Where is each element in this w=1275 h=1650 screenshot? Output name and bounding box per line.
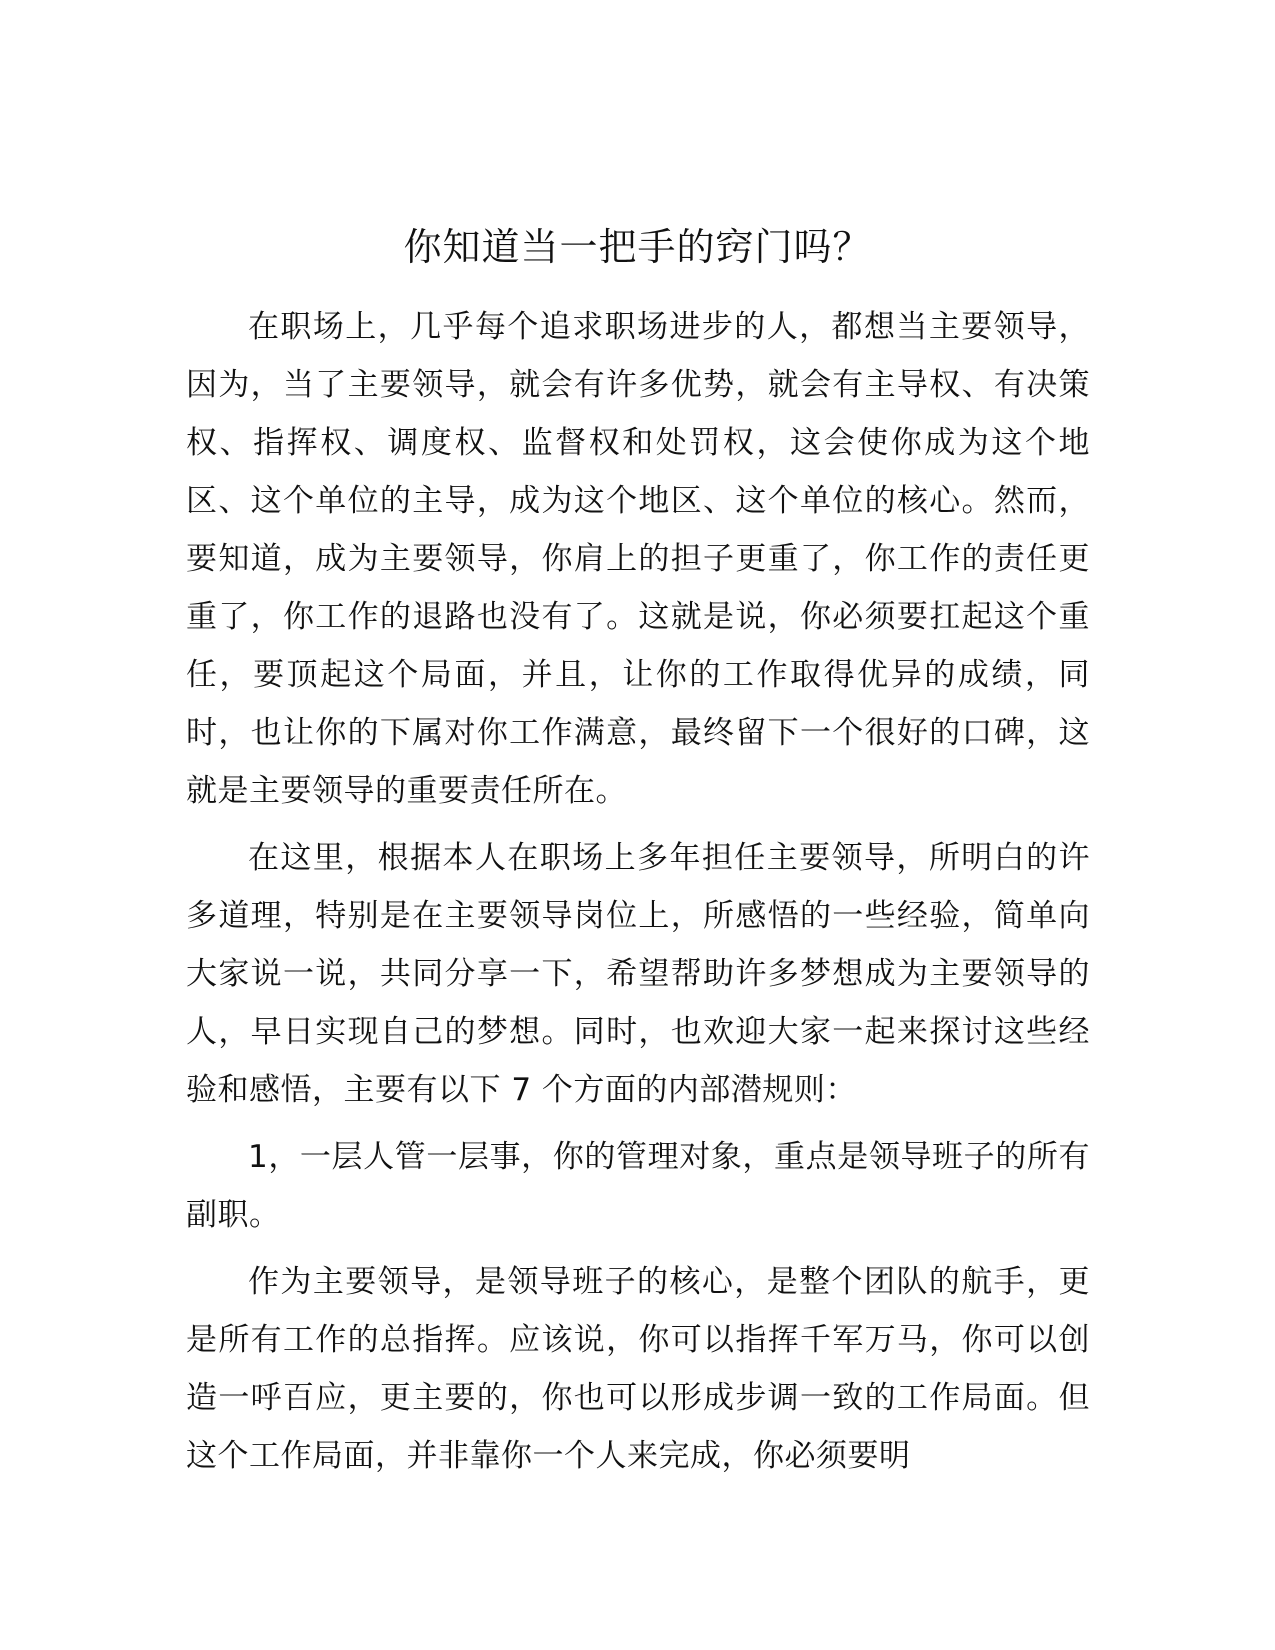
document-body: [186, 298, 1090, 1494]
paragraph-rule-1-heading: 1，一层人管一层事，你的管理对象，重点是领导班子的所有副职。: [186, 1139, 1090, 1233]
paragraph-intro: 在职场上，几乎每个追求职场进步的人，都想当主要领导，因为，当了主要领导，就会有许多优势，就会有主导权、有决策权、指挥权、调度权、监督权和处罚权，这会使你成为这个地区、这个单位的主导，成为这个地区、这个单位的核心。然而，要知道，成为主要领导，你肩上的担子更重了，你工作的责任更重了，你工作的退路也没有了。这就是说，你必须要扛起这个重任，要顶起这个局面，并且，让你的工作取得优异的成绩，同时，也让你的下属对你工作满意，最终留下一个很好的口碑，这就是主要领导的重要责任所在。: [186, 309, 1090, 809]
document-title: 你知道当一把手的窍门吗？: [403, 225, 872, 269]
paragraph-purpose: 在这里，根据本人在职场上多年担任主要领导，所明白的许多道理，特别是在主要领导岗位上，所感悟的一些经验，简单向大家说一说，共同分享一下，希望帮助许多梦想成为主要领导的人，早日实现自己的梦想。同时，也欢迎大家一起来探讨这些经验和感悟，主要有以下 7 个方面的内部潜规则：: [186, 840, 1090, 1108]
paragraph-rule-1-body: 作为主要领导，是领导班子的核心，是整个团队的航手，更是所有工作的总指挥。应该说，你可以指挥千军万马，你可以创造一呼百应，更主要的，你也可以形成步调一致的工作局面。但这个工作局面，并非靠你一个人来完成，你必须要明: [186, 1264, 1090, 1474]
